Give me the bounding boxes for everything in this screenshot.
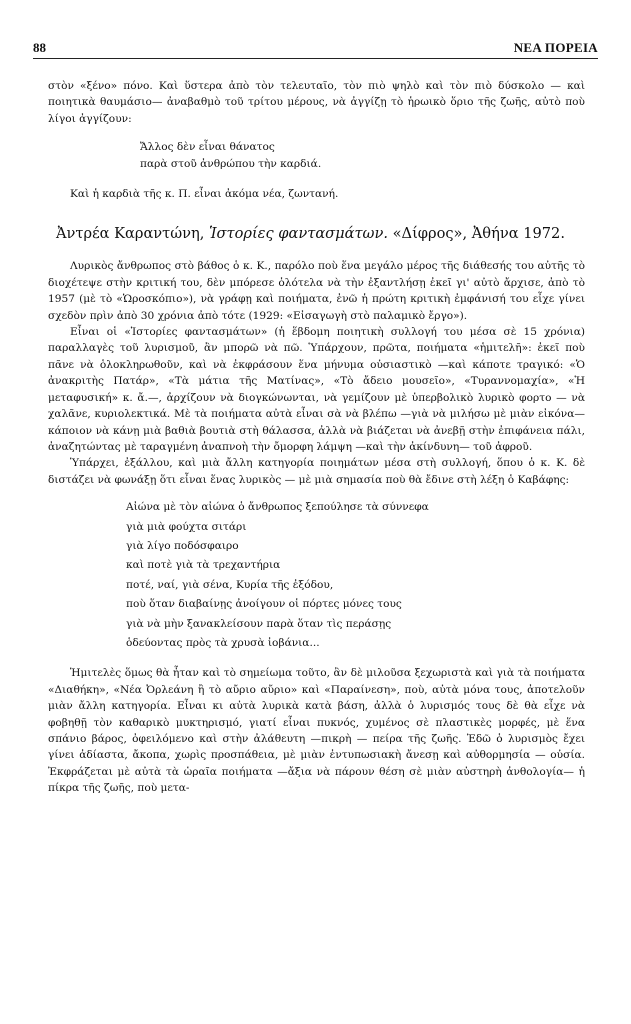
paragraph: Εἶναι οἱ «Ἱστορίες φαντασμάτων» (ἡ ἕβδομη ποιητικὴ συλλογή του μέσα σὲ 15 χρόνια) παραλλαγὲς τοῦ λυρισμοῦ, ἂν μπορῶ νὰ πῶ. Ὑπάρχουν, πρῶτα, ποιήματα «ἡμιτελῆ»: ἐκεῖ ποὺ πᾶνε νὰ ὁλοκληρωθοῦν, καὶ νὰ ἐκφράσουν ἕνα μήνυμα οὐσιαστικὸ —καὶ κάποτε τραγικό: «Ὁ ἀνακριτὴς Πατάρ», «Τὰ μάτια τῆς Ματίνας», «Τὸ ἄδειο μουσεῖο», «Τυραννομαχία», «Ἡ μεταφυσική» κ. ἄ.—, ἀρχίζουν νὰ διογκώνωνται, νὰ γεμίζουν μὲ ὑπερβολικὸ λυρικὸ φορτο — νὰ χαλᾶνε, κυριολεκτικά. Μὲ τὰ ποιήματα αὐτὰ εἶναι σὰ νὰ βλέπω —γιὰ νὰ μιλήσω μὲ μιὰν εἰκόνα— κάποιον νὰ κάνῃ μιὰ βαθιὰ βουτιὰ στὴ θάλασσα, ἀλλὰ νὰ βιάζεται νὰ ἀνεβῇ στὴν ἐπιφάνεια πάλι, ἀναζητώντας μὲ ταραγμένη ἀναπνοὴ τὴν ὄμορφη λάμψη —καὶ τὴν ἀκίνδυνη— τοῦ ἀφροῦ. [48, 326, 585, 453]
review-title [56, 224, 585, 244]
poem-line: γιὰ νὰ μὴν ξανακλείσουν παρὰ ὅταν τὶς περάσῃς [126, 617, 392, 630]
poem-line: Αἰώνα μὲ τὸν αἰώνα ὁ ἄνθρωπος ξεπούλησε τὰ σύννεφα [126, 501, 429, 514]
paragraph: Λυρικὸς ἄνθρωπος στὸ βάθος ὁ κ. Κ., παρόλο ποὺ ἕνα μεγάλο μέρος τῆς διάθεσής του αὐτῆς τὸ διοχέτεψε στὴν κριτική του, δὲν μπόρεσε ὁλότελα νὰ τὴν ἐξαντλήσῃ ἐκεῖ γι' αὐτὸ ἄρχισε, ἀπὸ τὸ 1957 (μὲ τὸ «Ὡροσκόπιο»), νὰ γράφῃ καὶ ποιήματα, ἐνῶ ἡ πρώτη κριτικὴ ἐμφάνισή του εἶχε γίνει σχεδὸν πρὶν ἀπὸ 30 χρόνια ἀπὸ τότε (1929: «Εἰσαγωγὴ στὸ παλαμικὸ ἔργο»). [48, 260, 585, 322]
poem-line: καὶ ποτὲ γιὰ τὰ τρεχαντήρια [126, 559, 281, 572]
poem-line: ὁδεύοντας πρὸς τὰ χρυσὰ ἰοβάνια... [126, 636, 320, 649]
review-author: Ἀντρέα Καραντώνη, [56, 225, 205, 243]
review-book-title: Ἱστορίες φαντασμάτων. [209, 225, 388, 243]
long-poem [126, 498, 585, 653]
poem-line: ποὺ ὅταν διαβαίνῃς ἀνοίγουν οἱ πόρτες μόνες τους [126, 598, 402, 611]
page-number: 88 [33, 40, 46, 55]
intro-paragraph: στὸν «ξένο» πόνο. Καὶ ὕστερα ἀπὸ τὸν τελευταῖο, τὸν πιὸ ψηλὸ καὶ τὸν πιὸ δύσκολο — καὶ ποιητικὰ θαυμάσιο— ἀναβαθμὸ τοῦ τρίτου μέρους, νὰ ἀγγίζῃ τὸ ἡρωικὸ ὅριο τῆς ζωῆς, αὐτὸ ποὺ λίγοι ἀγγίζουν: [48, 80, 585, 125]
page-header [33, 38, 598, 59]
poem-line: γιὰ λίγο ποδόσφαιρο [126, 539, 239, 552]
review-publisher: «Δίφρος», Ἀθήνα 1972. [392, 225, 565, 243]
poem-line: ποτέ, ναί, γιὰ σένα, Κυρία τῆς ἐξόδου, [126, 578, 334, 591]
short-poem [140, 139, 585, 172]
poem-line: παρὰ στοῦ ἀνθρώπου τὴν καρδιά. [140, 157, 322, 170]
journal-title: ΝΕΑ ΠΟΡΕΙΑ [513, 40, 598, 55]
poem-line: Ἄλλος δὲν εἶναι θάνατος [140, 141, 275, 154]
final-paragraph: Ἡμιτελὲς ὅμως θὰ ἦταν καὶ τὸ σημείωμα τοῦτο, ἂν δὲ μιλοῦσα ξεχωριστὰ καὶ γιὰ τὰ ποιήματα «Διαθήκη», «Νέα Ὀρλεάνη ἢ τὸ αὔριο αὔριο» καὶ «Παραίνεση», ποὺ, αὐτὰ μόνα τους, ἀποτελοῦν μιὰν ἄλλη κατηγορία. Εἶναι κι αὐτὰ λυρικὰ κατὰ βάση, ἀλλὰ ὁ λυρισμός τους δὲ θὰ εἶχε νὰ φοβηθῇ τὸν καθαρικὸ μυκτηρισμό, γιατί εἶναι πυκνός, χυμένος σὲ πλαστικὲς μορφές, μὲ ἕνα σπάνιο βάρος, ὀφειλόμενο καὶ στὴν ἀλάθευτη —πικρὴ — πείρα τῆς ζωῆς. Ἐδῶ ὁ λυρισμὸς ἔχει γίνει ἀδίαστα, ἄκοπα, χωρὶς προσπάθεια, μὲ μιὰν ἐντυπωσιακὴ ἄνεσῃ καὶ αὐθορμησία — οὐσία. Ἐκφράζεται μὲ αὐτὰ τὰ ὡραῖα ποιήματα —ἄξια νὰ πάρουν θέση σὲ μιὰν αὐστηρὴ ἀνθολογία— ἡ πίκρα τῆς ζωῆς, ποὺ μετα- [48, 667, 585, 795]
article-body [48, 78, 585, 797]
paragraph: Ὑπάρχει, ἐξάλλου, καὶ μιὰ ἄλλη κατηγορία ποιημάτων μέσα στὴ συλλογή, ὅπου ὁ κ. Κ. δὲ διστάζει νὰ φωνάξῃ ὅτι εἶναι ἕνας λυρικὸς — μὲ μιὰ σημασία ποὺ θὰ ἔδινε στὴ λέξη ὁ Καβάφης: [48, 457, 585, 486]
closing-line: Καὶ ἡ καρδιὰ τῆς κ. Π. εἶναι ἀκόμα νέα, ζωντανή. [70, 188, 339, 201]
poem-line: γιὰ μιὰ φούχτα σιτάρι [126, 520, 247, 533]
